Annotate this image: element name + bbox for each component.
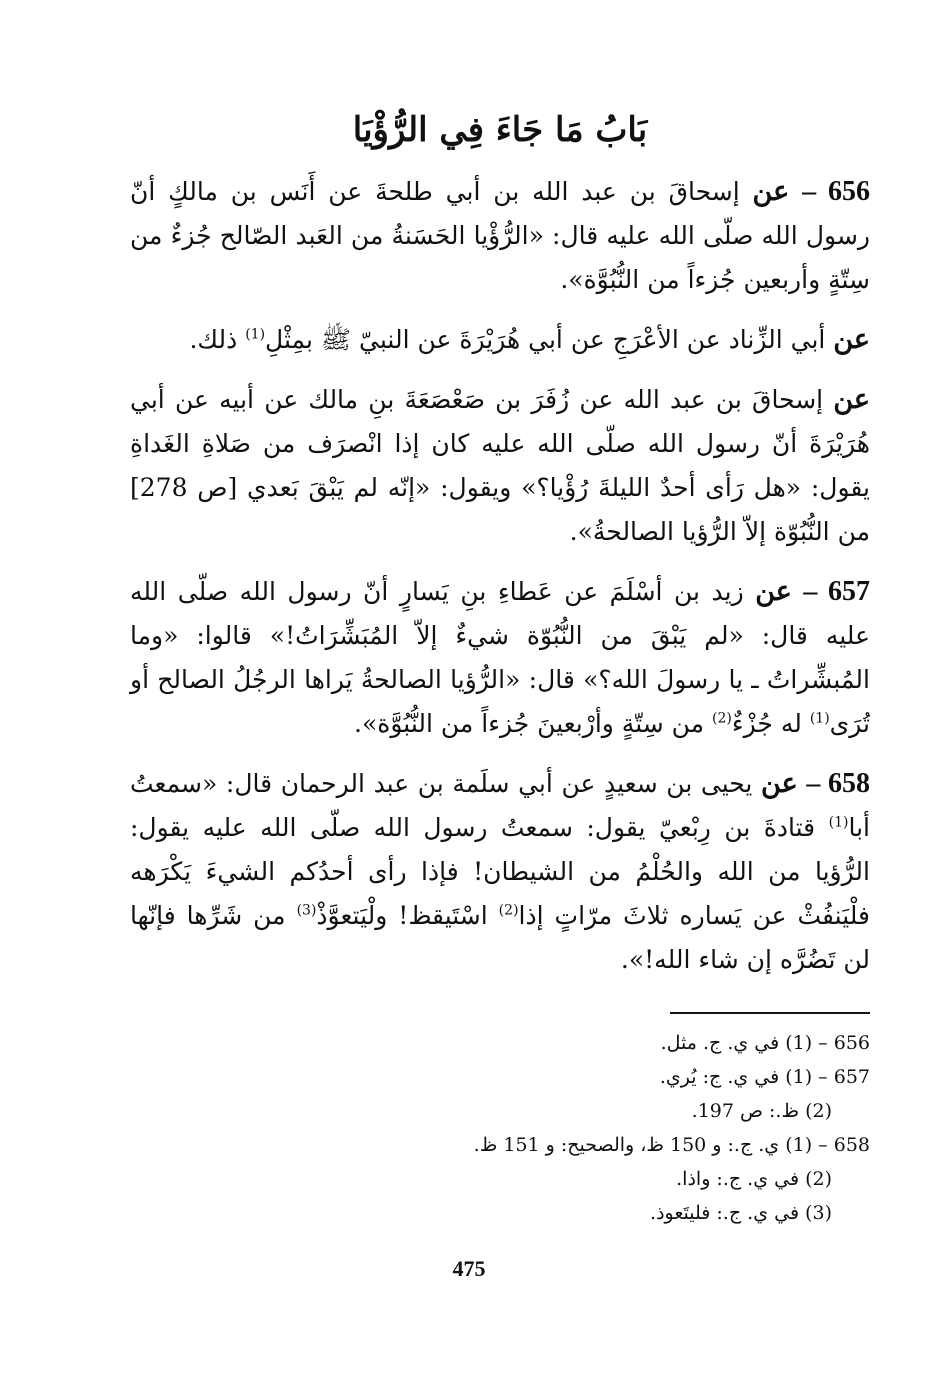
footnote: (2) في ي. ج.: واذا. xyxy=(676,1168,832,1190)
hadith-text-continued: له جُزْءٌ xyxy=(731,709,802,738)
hadith-paragraph-657 xyxy=(130,570,870,746)
footnote: 658 – (1) ي. ج.: و 150 ظ، والصحيح: و 151 ظ. xyxy=(473,1134,870,1156)
page-body xyxy=(130,100,870,998)
hadith-number: 657 – xyxy=(803,576,871,607)
hadith-text-continued: قتادةَ بن رِبْعيّ يقول: سمعتُ رسول الله صلّى الله عليه يقول: الرُّؤيا من الله والحُلْمُ من الشيطان! فإذا رأى أحدُكم الشيءَ يَكْرَهه فلْيَنفُثْ عن يَساره ثلاثَ مرّاتٍ إذا xyxy=(130,813,870,930)
hadith-number: 658 – xyxy=(806,768,871,799)
hadith-paragraph-658 xyxy=(130,762,870,982)
hadith-paragraph-656-c xyxy=(130,378,870,554)
hadith-text-continued: اسْتَيقظ! ولْيَتعوَّذْ xyxy=(316,901,488,930)
footnote-marker: (1) xyxy=(828,814,849,831)
footnote-divider xyxy=(670,1012,870,1014)
footnote: 656 – (1) في ي. ج. مثل. xyxy=(660,1032,870,1054)
hadith-text: أبي الزِّناد عن الأعْرَجِ عن أبي هُرَيْرَةَ عن النبيّ ﷺ بمِثْلِ xyxy=(265,325,826,354)
hadith-number: 656 – xyxy=(802,176,870,207)
hadith-text: إسحاقَ بن عبد الله بن أبي طلحةَ عن أَنَس بن مالكٍ أنّ رسول الله صلّى الله عليه قال: «الرُّؤْيا الحَسَنةُ من العَبد الصّالح جُزءٌ من سِتّةٍ وأربعين جُزءاً من النُّبُوَّة». xyxy=(130,177,870,294)
page-number: 475 xyxy=(452,1256,486,1281)
footnote-marker: (3) xyxy=(296,902,317,919)
footnote-marker: (2) xyxy=(498,902,519,919)
hadith-text: زيد بن أسْلَمَ عن عَطاءِ بنِ يَسارٍ أنّ رسول الله صلّى الله عليه قال: «لم يَبْقَ من النُّبُوّة شيءٌ إلاّ المُبَشِّرَاتُ!» قالوا: «وما المُبشِّراتُ ـ يا رسولَ الله؟» قال: «الرُّؤيا الصالحةُ يَراها الرجُلُ الصالح أو تُرَى xyxy=(130,577,870,738)
footnote-marker: (1) xyxy=(245,326,266,343)
hadith-keyword: عن xyxy=(833,384,871,415)
footnote: 657 – (1) في ي. ج: يُري. xyxy=(659,1066,870,1088)
hadith-text-continued: من سِتّةٍ وأرْبعينَ جُزءاً من النُّبُوَّة». xyxy=(354,709,705,738)
footnote: (3) في ي. ج.: فليتَعوذ. xyxy=(650,1202,832,1224)
hadith-paragraph-656-b xyxy=(130,318,870,362)
hadith-keyword: عن xyxy=(755,576,792,607)
hadith-text: يحيى بن سعيدٍ عن أبي سلَمة بن عبد الرحمان قال: «سمعتُ أبا xyxy=(130,769,870,842)
hadith-paragraph-656 xyxy=(130,170,870,302)
hadith-text: إسحاقَ بن عبد الله عن زُفَرَ بن صَعْصَعَةَ بنِ مالك عن أبيه عن أبي هُرَيْرَةَ أنّ رسول الله صلّى الله عليه كان إذا انْصرَف من صَلاةِ الغَداةِ يقول: «هل رَأى أحدٌ الليلةَ رُؤْيا؟» ويقول: «إنّه لم يَبْقَ بَعدي [ص 278] من النُّبُوّة إلاّ الرُّؤيا الصالحةُ». xyxy=(130,385,870,546)
chapter-title: بَابُ مَا جَاءَ فِي الرُّؤْيَا xyxy=(352,110,648,150)
hadith-text-continued: ذلك. xyxy=(189,325,238,354)
hadith-text-continued: من شَرِّها فإنّها لن تَضُرَّه إن شاء الله!». xyxy=(130,901,870,974)
hadith-keyword: عن xyxy=(752,176,790,207)
hadith-keyword: عن xyxy=(761,768,798,799)
footnote: (2) ظ.: ص 197. xyxy=(691,1100,832,1122)
footnote-marker: (2) xyxy=(712,710,732,727)
footnotes xyxy=(400,1026,870,1230)
hadith-keyword: عن xyxy=(833,324,870,355)
footnote-marker: (1) xyxy=(809,710,830,727)
